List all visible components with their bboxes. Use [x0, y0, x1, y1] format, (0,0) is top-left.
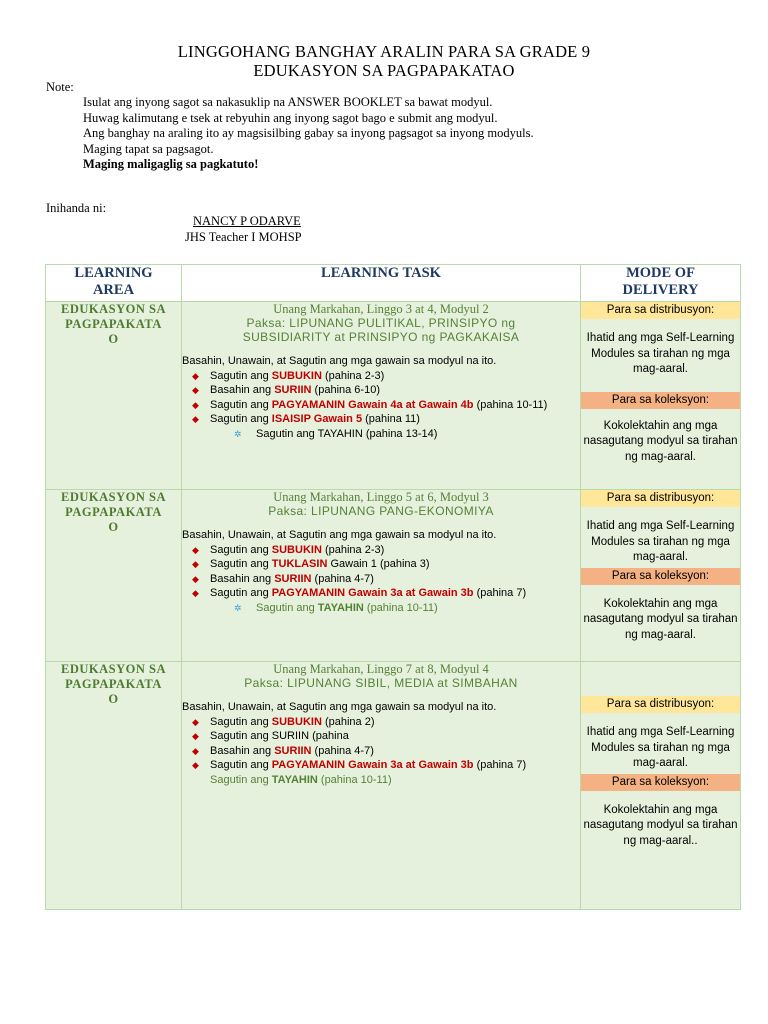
red-diamond-bullet-icon: ◆ — [192, 573, 199, 584]
collection-tag: Para sa koleksyon: — [581, 774, 740, 791]
distribution-text: Ihatid ang mga Self-Learning Modules sa tirahan ng mga mag-aaral. — [586, 520, 735, 563]
list-item: ◆ Sagutin ang PAGYAMANIN Gawain 3a at Gawain 3b (pahina 7) — [192, 759, 527, 771]
list-item: Sagutin ang TAYAHIN (pahina 10-11) — [210, 773, 392, 786]
note-list — [83, 95, 534, 173]
task-list — [182, 715, 580, 773]
collection-tag: Para sa koleksyon: — [581, 568, 740, 585]
topic-label: Paksa: LIPUNANG SIBIL, MEDIA at SIMBAHAN — [244, 676, 518, 690]
learning-area-cell: EDUKASYON SA PAGPAPAKATA O — [46, 302, 182, 490]
note-label: Note: — [46, 80, 74, 94]
task-list — [182, 543, 580, 616]
list-item: ◆ Basahin ang SURIIN (pahina 4-7) — [192, 572, 374, 585]
learning-task-cell — [182, 490, 581, 662]
distribution-tag: Para sa distribusyon: — [581, 490, 740, 507]
table-header-row — [46, 265, 741, 302]
header-learning-area: LEARNING AREA — [46, 265, 182, 302]
document-subtitle: EDUKASYON SA PAGPAPAKATAO — [253, 61, 515, 80]
note-line: Huwag kalimutang e tsek at rebyuhin ang inyong sagot bago e submit ang modyul. — [83, 110, 498, 125]
list-item: ◆ Sagutin ang SUBUKIN (pahina 2-3) — [192, 543, 385, 556]
note-line: Maging tapat sa pagsagot. — [83, 141, 214, 156]
note-line-emphasis: Maging maligaglig sa pagkatuto! — [83, 157, 259, 171]
learning-task-cell — [182, 662, 581, 910]
list-item: ◆ Sagutin ang SUBUKIN (pahina 2) — [192, 715, 375, 728]
task-list — [182, 369, 580, 442]
distribution-tag: Para sa distribusyon: — [581, 696, 740, 713]
distribution-tag: Para sa distribusyon: — [581, 302, 740, 319]
red-diamond-bullet-icon: ◆ — [192, 385, 199, 395]
red-diamond-bullet-icon: ◆ — [192, 760, 199, 770]
note-line: Ang banghay na araling ito ay magsisilbing gabay sa inyong pagsagot sa inyong modyuls. — [83, 126, 534, 140]
table-row — [46, 662, 741, 910]
mode-of-delivery-cell — [581, 302, 741, 490]
red-diamond-bullet-icon: ◆ — [192, 588, 199, 598]
learning-area-cell: EDUKASYON SA PAGPAPAKATA O — [46, 490, 182, 662]
list-item: ◆ Sagutin ang SUBUKIN (pahina 2-3) — [192, 369, 385, 382]
red-diamond-bullet-icon: ◆ — [192, 559, 199, 569]
distribution-text: Ihatid ang mga Self-Learning Modules sa tirahan ng mga mag-aaral. — [586, 726, 735, 769]
prepared-by-label: Inihanda ni: — [46, 201, 107, 215]
mode-of-delivery-cell — [581, 490, 741, 662]
list-item: ◆ Sagutin ang TUKLASIN Gawain 1 (pahina 3) — [192, 558, 430, 570]
mode-of-delivery-cell — [581, 662, 741, 910]
table-row — [46, 490, 741, 662]
blue-star-bullet-icon: ✲ — [234, 602, 242, 613]
header-mode-of-delivery: MODE OF DELIVERY — [581, 265, 741, 302]
red-diamond-bullet-icon: ◆ — [192, 370, 199, 381]
collection-text: Kokolektahin ang mga nasagutang modyul sa tirahan ng mag-aaral.. — [583, 803, 738, 847]
collection-tag: Para sa koleksyon: — [581, 392, 740, 409]
red-diamond-bullet-icon: ◆ — [192, 731, 199, 741]
list-item: ◆ Sagutin ang PAGYAMANIN Gawain 4a at Gawain 4b (pahina 10-11) — [192, 398, 548, 411]
list-item: ◆ Sagutin ang ISAISIP Gawain 5 (pahina 11) — [192, 413, 420, 425]
learning-task-cell — [182, 302, 581, 490]
topic-label: Paksa: LIPUNANG PULITIKAL, PRINSIPYO ng — [246, 316, 516, 330]
table-row — [46, 302, 741, 490]
week-label: Unang Markahan, Linggo 3 at 4, Modyul 2 — [273, 302, 489, 316]
topic-label: SUBSIDIARITY at PRINSIPYO ng PAGKAKAISA — [242, 330, 520, 344]
list-item: ◆ Basahin ang SURIIN (pahina 6-10) — [192, 384, 380, 396]
note-line: Isulat ang inyong sagot sa nakasuklip na ANSWER BOOKLET sa bawat modyul. — [83, 95, 493, 109]
blue-star-bullet-icon: ✲ — [234, 428, 242, 439]
instruction-text: Basahin, Unawain, at Sagutin ang mga gawain sa modyul na ito. — [182, 701, 497, 713]
instruction-text: Basahin, Unawain, at Sagutin ang mga gawain sa modyul na ito. — [182, 529, 497, 541]
author-role: JHS Teacher I MOHSP — [185, 230, 302, 244]
collection-text: Kokolektahin ang mga nasagutang modyul sa tirahan ng mag-aaral. — [583, 597, 738, 641]
document-title: LINGGOHANG BANGHAY ARALIN PARA SA GRADE 9 — [177, 42, 591, 61]
instruction-text: Basahin, Unawain, at Sagutin ang mga gawain sa modyul na ito. — [182, 355, 497, 367]
list-item: ✲ Sagutin ang TAYAHIN (pahina 10-11) — [234, 601, 438, 614]
lesson-plan-table — [45, 264, 741, 910]
red-diamond-bullet-icon: ◆ — [192, 414, 199, 424]
red-diamond-bullet-icon: ◆ — [192, 716, 199, 727]
list-item: ◆ Sagutin ang SURIIN (pahina — [192, 730, 349, 742]
collection-text: Kokolektahin ang mga nasagutang modyul sa tirahan ng mag-aaral. — [583, 419, 738, 463]
list-item: ◆ Basahin ang SURIIN (pahina 4-7) — [192, 744, 374, 757]
week-label: Unang Markahan, Linggo 7 at 8, Modyul 4 — [273, 662, 489, 676]
list-item: ✲ Sagutin ang TAYAHIN (pahina 13-14) — [234, 427, 438, 440]
distribution-text: Ihatid ang mga Self-Learning Modules sa tirahan ng mga mag-aaral. — [586, 332, 735, 375]
learning-area-cell: EDUKASYON SA PAGPAPAKATA O — [46, 662, 182, 910]
header-learning-task: LEARNING TASK — [182, 265, 581, 302]
week-label: Unang Markahan, Linggo 5 at 6, Modyul 3 — [273, 490, 489, 504]
red-diamond-bullet-icon: ◆ — [192, 399, 199, 410]
red-diamond-bullet-icon: ◆ — [192, 544, 199, 555]
red-diamond-bullet-icon: ◆ — [192, 745, 199, 756]
list-item: ◆ Sagutin ang PAGYAMANIN Gawain 3a at Gawain 3b (pahina 7) — [192, 587, 527, 599]
topic-label: Paksa: LIPUNANG PANG-EKONOMIYA — [268, 504, 494, 518]
author-name: NANCY P ODARVE — [193, 214, 301, 228]
